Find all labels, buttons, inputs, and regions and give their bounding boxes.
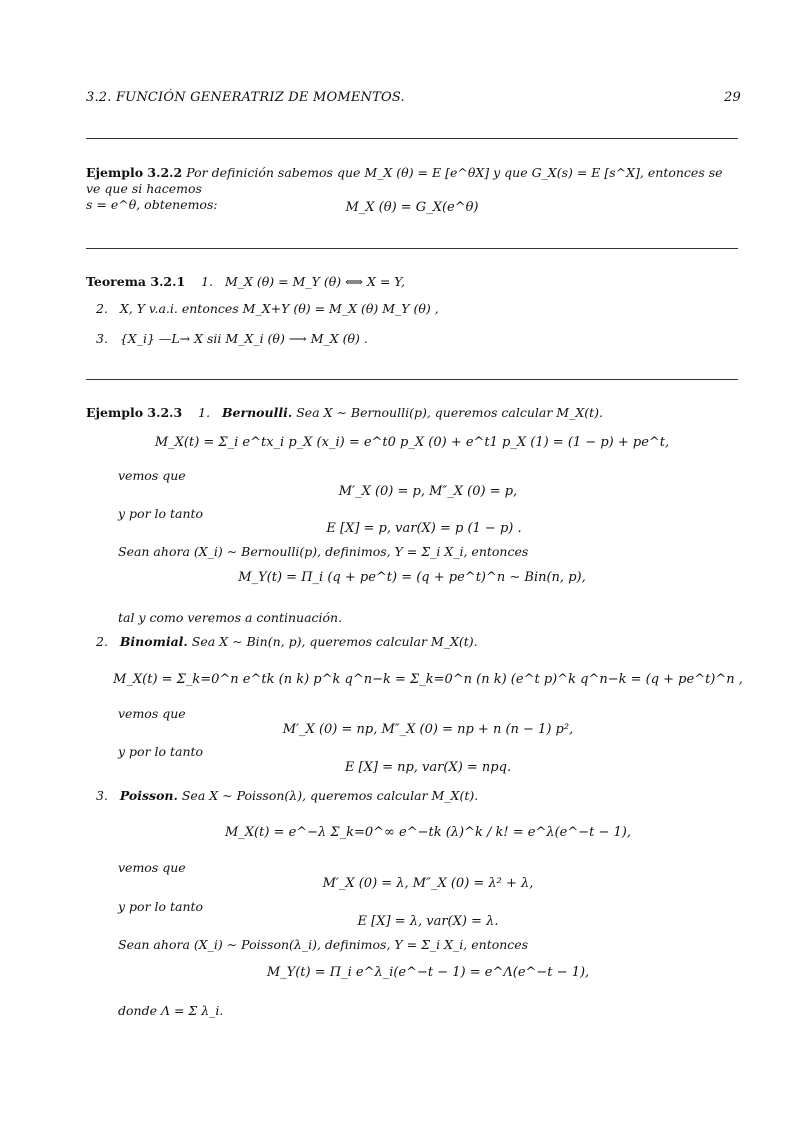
item-intro: Sea X ∼ Poisson(λ), queremos calcular M_X(t). xyxy=(181,788,479,803)
text-line: Sean ahora (X_i) ∼ Bernoulli(p), definimos, Y = Σ_i X_i, entonces xyxy=(118,544,529,559)
equation: M′_X (0) = λ, M″_X (0) = λ² + λ, xyxy=(322,876,534,891)
text-line: tal y como veremos a continuación. xyxy=(118,610,343,625)
teorema-label: Teorema 3.2.1 xyxy=(86,274,186,289)
equation: M′_X (0) = p, M″_X (0) = p, xyxy=(338,484,518,499)
divider xyxy=(86,379,738,380)
item-title: Bernoulli. xyxy=(221,405,293,420)
text-line: y por lo tanto xyxy=(118,506,204,521)
teorema-item: X, Y v.a.i. entonces M_X+Y (θ) = M_X (θ) M_Y (θ) , xyxy=(119,301,439,316)
teorema-item: M_X (θ) = M_Y (θ) ⟺ X = Y, xyxy=(224,274,405,289)
item-number: 3. xyxy=(96,331,108,346)
equation: M_X (θ) = G_X(e^θ) xyxy=(345,200,479,215)
text-line: vemos que xyxy=(118,860,186,875)
item-number: 3. xyxy=(96,788,108,803)
teorema-321 xyxy=(86,274,738,290)
running-header: 3.2. FUNCIÓN GENERATRIZ DE MOMENTOS. xyxy=(86,90,405,105)
item-number: 2. xyxy=(96,301,108,316)
equation: E [X] = λ, var(X) = λ. xyxy=(357,914,499,929)
item-intro: Sea X ∼ Bin(n, p), queremos calcular M_X(t). xyxy=(191,634,478,649)
item-number: 1. xyxy=(201,274,214,289)
divider xyxy=(86,248,738,249)
item-title: Poisson. xyxy=(119,788,178,803)
ejemplo-323 xyxy=(86,405,738,421)
ejemplo-text-2: s = e^θ, obtenemos: xyxy=(86,197,218,212)
ejemplo-text: Por definición sabemos que M_X (θ) = E [e^θX] y que G_X(s) = E [s^X], entonces se ve que si hacemos xyxy=(86,165,723,196)
equation: M_X(t) = Σ_i e^tx_i p_X (x_i) = e^t0 p_X (0) + e^t1 p_X (1) = (1 − p) + pe^t, xyxy=(154,435,670,450)
equation: M_X(t) = e^−λ Σ_k=0^∞ e^−tk (λ)^k / k! = e^λ(e^−t − 1), xyxy=(224,825,632,840)
text-line: y por lo tanto xyxy=(118,744,204,759)
ejemplo-label: Ejemplo 3.2.3 xyxy=(86,405,183,420)
poisson-item xyxy=(96,788,478,804)
text-line: vemos que xyxy=(118,468,186,483)
binomial-item xyxy=(96,634,478,650)
teorema-item-row xyxy=(96,331,368,347)
page-number: 29 xyxy=(724,90,741,105)
equation: M′_X (0) = np, M″_X (0) = np + n (n − 1) p², xyxy=(282,722,574,737)
equation: M_X(t) = Σ_k=0^n e^tk (n k) p^k q^n−k = Σ_k=0^n (n k) (e^t p)^k q^n−k = (q + pe^t)^n , xyxy=(113,672,743,687)
equation: M_Y(t) = Π_i (q + pe^t) = (q + pe^t)^n ∼ Bin(n, p), xyxy=(238,570,586,585)
equation: E [X] = p, var(X) = p (1 − p) . xyxy=(326,521,522,536)
text-line: y por lo tanto xyxy=(118,899,204,914)
equation: M_Y(t) = Π_i e^λ_i(e^−t − 1) = e^Λ(e^−t − 1), xyxy=(266,965,590,980)
text-line: Sean ahora (X_i) ∼ Poisson(λ_i), definimos, Y = Σ_i X_i, entonces xyxy=(118,937,529,952)
teorema-item-row xyxy=(96,301,439,317)
item-intro: Sea X ∼ Bernoulli(p), queremos calcular M_X(t). xyxy=(296,405,603,420)
teorema-item: {X_i} —L→ X sii M_X_i (θ) ⟶ M_X (θ) . xyxy=(119,331,368,346)
divider xyxy=(86,138,738,139)
text-line: vemos que xyxy=(118,706,186,721)
item-number: 1. xyxy=(198,405,211,420)
text-line: donde Λ = Σ λ_i. xyxy=(118,1003,224,1018)
item-number: 2. xyxy=(96,634,108,649)
ejemplo-label: Ejemplo 3.2.2 xyxy=(86,165,183,180)
equation: E [X] = np, var(X) = npq. xyxy=(344,760,512,775)
item-title: Binomial. xyxy=(119,634,188,649)
